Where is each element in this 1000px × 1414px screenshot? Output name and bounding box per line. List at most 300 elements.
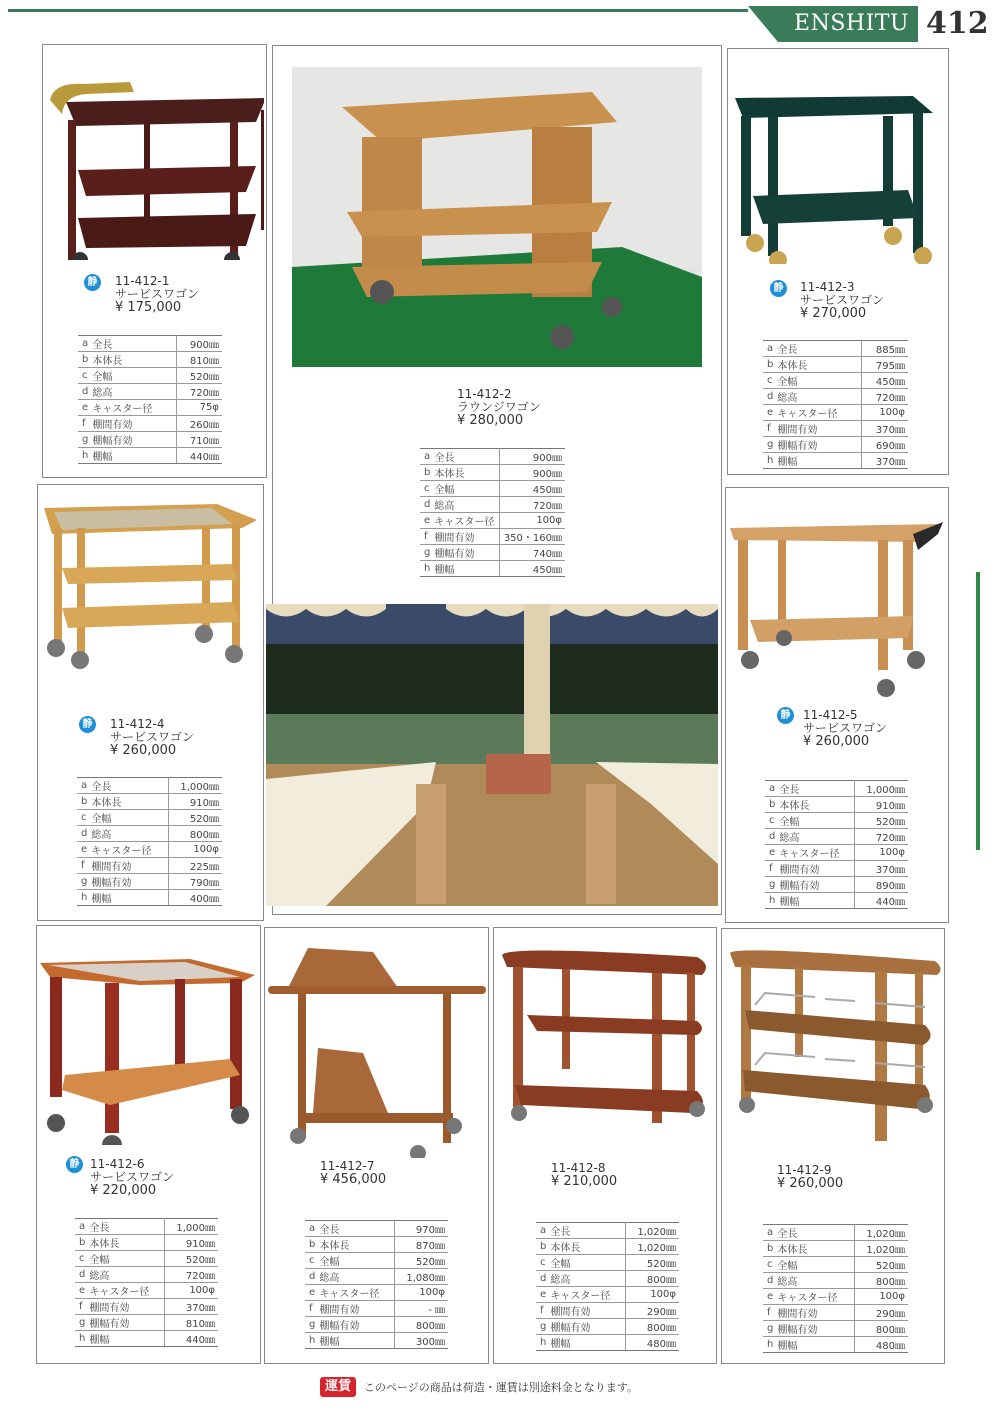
spec-value: 300㎜ [395, 1333, 448, 1349]
spec-row [536, 1303, 679, 1319]
spec-value: 900㎜ [499, 465, 565, 481]
spec-row [75, 1251, 218, 1267]
spec-key: g [763, 437, 775, 453]
spec-row [765, 877, 908, 893]
spec-label: 全長 [775, 341, 861, 357]
spec-label: 棚幅 [90, 448, 176, 464]
spec-value: 370㎜ [862, 421, 908, 437]
product-price: ¥ 175,000 [115, 300, 182, 315]
spec-value: 1,000㎜ [855, 781, 908, 797]
spec-label: 棚幅 [775, 453, 861, 469]
spec-key: b [420, 465, 432, 481]
spec-row [78, 336, 222, 352]
spec-label: キャスター径 [432, 513, 499, 529]
spec-label: 棚幅有効 [775, 1321, 854, 1337]
spec-value: 970㎜ [395, 1221, 448, 1237]
spec-row [78, 448, 222, 464]
spec-row [420, 465, 565, 481]
spec-row [763, 1321, 908, 1337]
product-info-11-412-5 [803, 709, 887, 748]
spec-key: g [78, 432, 90, 448]
spec-row [305, 1301, 448, 1317]
spec-value: 690㎜ [862, 437, 908, 453]
spec-row [763, 453, 908, 469]
spec-label: 棚間有効 [317, 1301, 395, 1317]
spec-value: 910㎜ [168, 794, 222, 810]
spec-row [78, 432, 222, 448]
spec-label: 全長 [87, 1219, 165, 1235]
spec-row [75, 1219, 218, 1235]
spec-key: c [420, 481, 432, 497]
spec-row [763, 341, 908, 357]
spec-row [77, 858, 222, 874]
product-name: サービスワゴン [115, 287, 200, 301]
spec-key: f [763, 1305, 775, 1321]
spec-table-11-412-8 [536, 1222, 679, 1351]
page-number: 412 [926, 6, 989, 41]
product-photo-11-412-2 [292, 67, 702, 367]
spec-value: 225㎜ [168, 858, 222, 874]
spec-table-11-412-4 [77, 777, 222, 906]
spec-value: 795㎜ [862, 357, 908, 373]
quiet-caster-icon: 静 [770, 280, 787, 297]
spec-key: h [305, 1333, 317, 1349]
spec-row [763, 421, 908, 437]
spec-label: 棚間有効 [87, 1299, 165, 1315]
spec-label: 棚幅 [432, 561, 499, 577]
spec-label: 全幅 [775, 1257, 854, 1273]
spec-row [78, 352, 222, 368]
product-price: ¥ 280,000 [457, 413, 524, 428]
spec-row [763, 357, 908, 373]
product-price: ¥ 260,000 [110, 743, 177, 758]
spec-value: 100φ [862, 405, 908, 421]
spec-value: 800㎜ [626, 1319, 679, 1335]
spec-value: 100φ [165, 1283, 218, 1299]
spec-row [420, 529, 565, 545]
spec-row [305, 1285, 448, 1301]
spec-value: 810㎜ [165, 1315, 218, 1331]
shipping-badge: 運賃 [320, 1377, 356, 1397]
spec-value: 260㎜ [176, 416, 222, 432]
spec-label: 総高 [87, 1267, 165, 1283]
spec-value: 1,020㎜ [854, 1241, 908, 1257]
shipping-note [320, 1376, 638, 1398]
product-photo-11-412-5 [728, 520, 946, 698]
spec-value: 800㎜ [168, 826, 222, 842]
product-info-11-412-4 [110, 718, 194, 757]
spec-label: 棚間有効 [90, 416, 176, 432]
spec-key: g [77, 874, 89, 890]
spec-label: 棚間有効 [548, 1303, 626, 1319]
spec-value: 720㎜ [499, 497, 565, 513]
spec-key: a [78, 336, 90, 352]
product-price: ¥ 456,000 [320, 1172, 387, 1187]
spec-key: a [536, 1223, 548, 1239]
spec-row [77, 778, 222, 794]
spec-table-11-412-9 [763, 1224, 908, 1353]
spec-label: 全幅 [90, 368, 176, 384]
spec-label: 棚間有効 [775, 1305, 854, 1321]
spec-label: 本体長 [317, 1237, 395, 1253]
spec-value: 740㎜ [499, 545, 565, 561]
product-code: 11-412-7 [320, 1159, 375, 1173]
spec-row [763, 1289, 908, 1305]
product-code: 11-412-6 [90, 1157, 145, 1171]
spec-key: b [763, 1241, 775, 1257]
spec-row [763, 1273, 908, 1289]
spec-label: 総高 [432, 497, 499, 513]
spec-label: 棚間有効 [775, 421, 861, 437]
spec-value: 440㎜ [855, 893, 908, 909]
spec-row [305, 1269, 448, 1285]
spec-key: f [305, 1301, 317, 1317]
spec-row [763, 437, 908, 453]
spec-value: 800㎜ [854, 1273, 908, 1289]
spec-key: c [536, 1255, 548, 1271]
spec-row [763, 1225, 908, 1241]
spec-value: 520㎜ [176, 368, 222, 384]
spec-key: c [765, 813, 777, 829]
spec-label: 棚間有効 [777, 861, 855, 877]
spec-label: 棚幅 [777, 893, 855, 909]
spec-key: h [536, 1335, 548, 1351]
spec-value: 720㎜ [176, 384, 222, 400]
spec-value: 100φ [499, 513, 565, 529]
spec-key: h [763, 453, 775, 469]
spec-key: g [75, 1315, 87, 1331]
product-info-11-412-1 [115, 275, 199, 314]
spec-key: e [420, 513, 432, 529]
spec-value: 520㎜ [855, 813, 908, 829]
spec-row [420, 513, 565, 529]
spec-label: キャスター径 [87, 1283, 165, 1299]
spec-key: d [763, 389, 775, 405]
spec-label: 総高 [775, 1273, 854, 1289]
spec-value: 75φ [176, 400, 222, 416]
spec-value: 910㎜ [855, 797, 908, 813]
spec-value: 450㎜ [499, 481, 565, 497]
product-photo-11-412-9 [725, 945, 943, 1145]
spec-label: 全幅 [777, 813, 855, 829]
spec-row [765, 893, 908, 909]
product-price: ¥ 270,000 [800, 306, 867, 321]
spec-label: 全長 [548, 1223, 626, 1239]
spec-value: 480㎜ [626, 1335, 679, 1351]
spec-value: 870㎜ [395, 1237, 448, 1253]
spec-value: 800㎜ [854, 1321, 908, 1337]
spec-label: 棚幅 [89, 890, 168, 906]
quiet-caster-icon: 静 [66, 1156, 83, 1173]
product-price: ¥ 220,000 [90, 1183, 157, 1198]
spec-label: 棚幅有効 [548, 1319, 626, 1335]
spec-row [765, 845, 908, 861]
spec-key: f [78, 416, 90, 432]
spec-key: c [77, 810, 89, 826]
spec-key: d [536, 1271, 548, 1287]
spec-row [763, 389, 908, 405]
spec-label: 本体長 [432, 465, 499, 481]
spec-row [77, 874, 222, 890]
spec-value: 520㎜ [626, 1255, 679, 1271]
spec-row [75, 1235, 218, 1251]
spec-key: e [536, 1287, 548, 1303]
spec-value: 1,000㎜ [168, 778, 222, 794]
spec-key: a [763, 1225, 775, 1241]
spec-row [765, 797, 908, 813]
spec-key: a [765, 781, 777, 797]
product-info-11-412-8 [551, 1162, 617, 1188]
spec-table-11-412-1 [78, 335, 222, 464]
spec-row [77, 842, 222, 858]
spec-key: h [78, 448, 90, 464]
spec-key: f [75, 1299, 87, 1315]
spec-row [536, 1255, 679, 1271]
spec-label: キャスター径 [777, 845, 855, 861]
spec-row [536, 1239, 679, 1255]
spec-key: e [305, 1285, 317, 1301]
spec-key: e [75, 1283, 87, 1299]
spec-key: g [420, 545, 432, 561]
spec-value: 710㎜ [176, 432, 222, 448]
product-photo-11-412-8 [497, 945, 713, 1123]
spec-key: d [77, 826, 89, 842]
spec-key: c [305, 1253, 317, 1269]
product-photo-11-412-4 [42, 498, 260, 670]
spec-key: h [765, 893, 777, 909]
spec-key: b [78, 352, 90, 368]
spec-label: 全長 [775, 1225, 854, 1241]
spec-key: e [78, 400, 90, 416]
spec-label: 棚幅 [87, 1331, 165, 1347]
spec-key: h [420, 561, 432, 577]
spec-value: 290㎜ [626, 1303, 679, 1319]
spec-value: 100φ [626, 1287, 679, 1303]
spec-row [763, 1337, 908, 1353]
spec-label: 総高 [317, 1269, 395, 1285]
spec-value: 720㎜ [855, 829, 908, 845]
product-info-11-412-2 [457, 388, 541, 427]
spec-label: 棚幅有効 [317, 1317, 395, 1333]
spec-label: 全幅 [432, 481, 499, 497]
spec-row [77, 794, 222, 810]
spec-label: 総高 [777, 829, 855, 845]
spec-row [77, 890, 222, 906]
spec-label: 全長 [90, 336, 176, 352]
spec-label: 全長 [89, 778, 168, 794]
spec-key: e [77, 842, 89, 858]
spec-row [75, 1299, 218, 1315]
spec-value: 885㎜ [862, 341, 908, 357]
spec-row [763, 373, 908, 389]
spec-key: a [420, 449, 432, 465]
spec-table-11-412-7 [305, 1220, 448, 1349]
spec-value: - ㎜ [395, 1301, 448, 1317]
spec-key: d [75, 1267, 87, 1283]
spec-label: 棚幅有効 [777, 877, 855, 893]
spec-key: g [763, 1321, 775, 1337]
spec-key: a [77, 778, 89, 794]
spec-row [765, 781, 908, 797]
spec-value: 520㎜ [168, 810, 222, 826]
spec-label: キャスター径 [89, 842, 168, 858]
spec-key: b [305, 1237, 317, 1253]
spec-key: a [763, 341, 775, 357]
spec-key: e [763, 405, 775, 421]
product-name: サービスワゴン [800, 293, 885, 307]
spec-key: f [765, 861, 777, 877]
spec-label: 本体長 [90, 352, 176, 368]
spec-value: 370㎜ [862, 453, 908, 469]
spec-row [763, 1241, 908, 1257]
spec-value: 1,000㎜ [165, 1219, 218, 1235]
spec-row [763, 1305, 908, 1321]
spec-key: h [77, 890, 89, 906]
spec-value: 900㎜ [176, 336, 222, 352]
spec-key: a [75, 1219, 87, 1235]
spec-key: b [763, 357, 775, 373]
spec-row [536, 1271, 679, 1287]
spec-label: 総高 [775, 389, 861, 405]
product-photo-11-412-1 [46, 70, 264, 260]
spec-key: e [765, 845, 777, 861]
product-price: ¥ 260,000 [777, 1176, 844, 1191]
product-code: 11-412-4 [110, 717, 165, 731]
spec-row [77, 826, 222, 842]
spec-key: a [305, 1221, 317, 1237]
spec-key: f [536, 1303, 548, 1319]
product-name: サービスワゴン [110, 730, 195, 744]
spec-value: 520㎜ [395, 1253, 448, 1269]
spec-label: 棚幅 [775, 1337, 854, 1353]
spec-row [420, 497, 565, 513]
spec-key: h [763, 1337, 775, 1353]
spec-value: 810㎜ [176, 352, 222, 368]
product-photo-11-412-3 [733, 78, 943, 264]
spec-label: 本体長 [89, 794, 168, 810]
spec-value: 1,020㎜ [626, 1239, 679, 1255]
spec-row [536, 1319, 679, 1335]
spec-label: 全幅 [87, 1251, 165, 1267]
spec-label: 全幅 [548, 1255, 626, 1271]
spec-value: 1,020㎜ [854, 1225, 908, 1241]
spec-value: 910㎜ [165, 1235, 218, 1251]
spec-value: 450㎜ [499, 561, 565, 577]
spec-label: 棚間有効 [89, 858, 168, 874]
spec-value: 450㎜ [862, 373, 908, 389]
spec-value: 100φ [395, 1285, 448, 1301]
spec-key: f [77, 858, 89, 874]
spec-label: キャスター径 [317, 1285, 395, 1301]
product-photo-11-412-6 [40, 955, 258, 1145]
spec-row [75, 1331, 218, 1347]
product-info-11-412-3 [800, 281, 884, 320]
spec-label: 棚幅 [548, 1335, 626, 1351]
spec-label: 本体長 [548, 1239, 626, 1255]
spec-value: 400㎜ [168, 890, 222, 906]
shipping-note-text: このページの商品は荷造・運賃は別途料金となります。 [364, 1381, 638, 1394]
spec-row [78, 400, 222, 416]
spec-row [420, 545, 565, 561]
spec-row [305, 1333, 448, 1349]
product-code: 11-412-2 [457, 387, 512, 401]
spec-value: 370㎜ [855, 861, 908, 877]
spec-key: d [763, 1273, 775, 1289]
spec-key: b [536, 1239, 548, 1255]
spec-label: 全長 [317, 1221, 395, 1237]
product-info-11-412-7 [320, 1160, 386, 1186]
product-info-11-412-6 [90, 1158, 174, 1197]
spec-row [75, 1267, 218, 1283]
product-info-11-412-9 [777, 1164, 843, 1190]
spec-key: f [420, 529, 432, 545]
spec-label: 棚幅有効 [432, 545, 499, 561]
spec-key: c [763, 1257, 775, 1273]
product-code: 11-412-5 [803, 708, 858, 722]
spec-value: 370㎜ [165, 1299, 218, 1315]
product-code: 11-412-1 [115, 274, 170, 288]
spec-row [78, 416, 222, 432]
spec-key: e [763, 1289, 775, 1305]
spec-label: 本体長 [87, 1235, 165, 1251]
spec-row [536, 1287, 679, 1303]
product-photo-11-412-7 [268, 938, 486, 1158]
spec-value: 440㎜ [165, 1331, 218, 1347]
restaurant-scene-photo [266, 604, 718, 906]
spec-key: b [765, 797, 777, 813]
spec-label: 全長 [432, 449, 499, 465]
spec-row [420, 449, 565, 465]
spec-row [765, 861, 908, 877]
spec-key: d [305, 1269, 317, 1285]
quiet-caster-icon: 静 [84, 274, 101, 291]
spec-row [420, 481, 565, 497]
spec-value: 1,080㎜ [395, 1269, 448, 1285]
spec-label: 棚幅 [317, 1333, 395, 1349]
spec-label: 棚間有効 [432, 529, 499, 545]
spec-key: d [765, 829, 777, 845]
spec-label: 全幅 [775, 373, 861, 389]
spec-row [765, 829, 908, 845]
product-name: サービスワゴン [803, 721, 888, 735]
spec-row [78, 384, 222, 400]
spec-value: 900㎜ [499, 449, 565, 465]
spec-table-11-412-5 [765, 780, 908, 909]
spec-table-11-412-2 [420, 448, 565, 577]
spec-value: 800㎜ [626, 1271, 679, 1287]
quiet-caster-icon: 静 [777, 707, 794, 724]
spec-value: 100φ [854, 1289, 908, 1305]
spec-label: キャスター径 [90, 400, 176, 416]
spec-key: h [75, 1331, 87, 1347]
spec-key: f [763, 421, 775, 437]
spec-value: 520㎜ [165, 1251, 218, 1267]
spec-row [305, 1317, 448, 1333]
spec-value: 100φ [855, 845, 908, 861]
spec-row [77, 810, 222, 826]
spec-label: 全幅 [317, 1253, 395, 1269]
spec-label: 棚幅有効 [87, 1315, 165, 1331]
spec-label: キャスター径 [775, 405, 861, 421]
spec-label: 本体長 [777, 797, 855, 813]
spec-key: g [536, 1319, 548, 1335]
header-rule [8, 9, 748, 12]
spec-key: c [763, 373, 775, 389]
spec-table-11-412-6 [75, 1218, 218, 1347]
spec-key: g [305, 1317, 317, 1333]
spec-key: c [78, 368, 90, 384]
spec-row [420, 561, 565, 577]
